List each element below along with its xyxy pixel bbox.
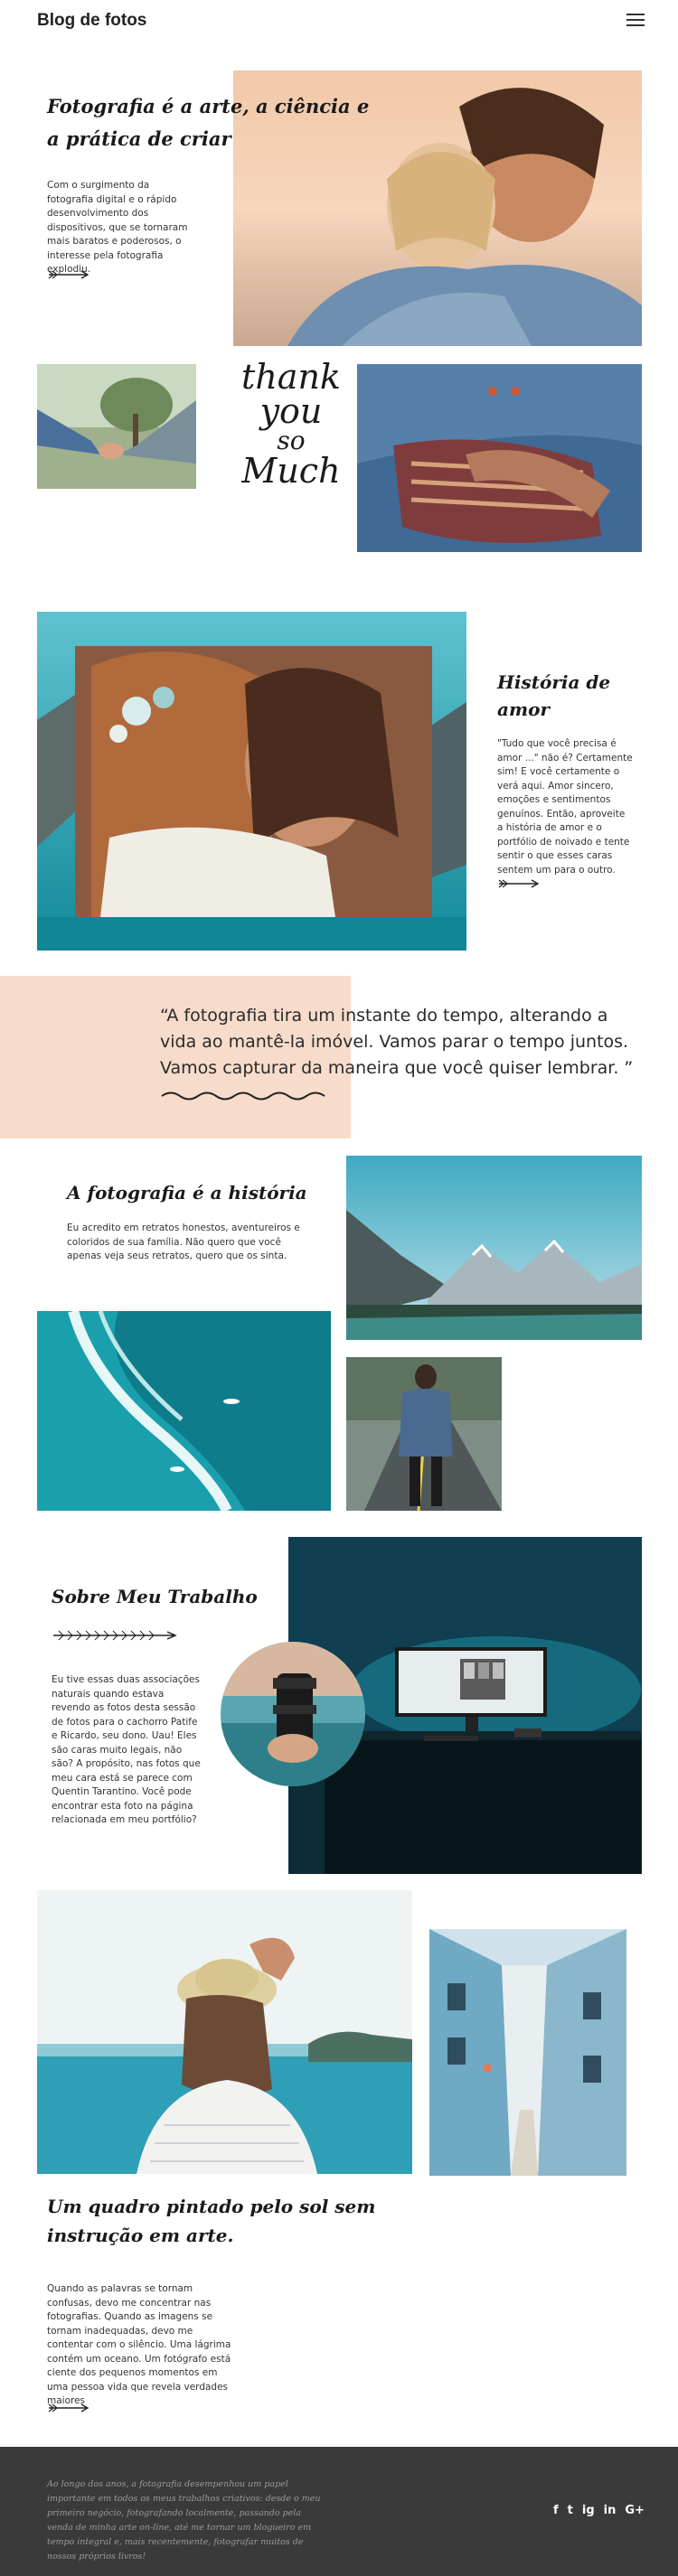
thank-line4: Much [241, 451, 341, 491]
linkedin-icon[interactable]: in [603, 2504, 617, 2517]
love-story-heading [497, 669, 633, 723]
history-text: Eu acredito em retratos honestos, aventureiros e coloridos de sua família. Não quero que você apenas veja seus retratos, quero que os sinta. [67, 1222, 300, 1261]
social-links [553, 2504, 645, 2517]
hero-heading-line2: a prática de criar [47, 127, 231, 150]
site-footer [0, 2447, 678, 2576]
hero-heading-line1: Fotografia é a arte, a ciência e [47, 95, 370, 117]
footer-text: Ao longo dos anos, a fotografia desempenhou um papel importante em todos os meus trabalhos criativos: desde o meu primeiro negócio, fotografando localmente, passando pela venda de minha arte on-line, até me tornar um blogueiro em tempo integral e, mais recentemente, fotografar muitos de nossos próprios livros! [47, 2479, 321, 2562]
hero-heading [47, 90, 391, 155]
facebook-icon[interactable]: f [553, 2504, 559, 2517]
woman-road-photo [346, 1357, 502, 1511]
narrow-street-photo [429, 1929, 626, 2176]
wave-divider-icon [160, 1088, 328, 1104]
love-story-heading-line2: amor [497, 698, 550, 720]
ocean-aerial-photo [37, 1311, 331, 1511]
google-plus-icon[interactable]: G+ [625, 2504, 645, 2517]
work-text: Eu tive essas duas associações naturais quando estava revendo as fotos desta sessão de fotos para o cachorro Patife e Ricardo, seu dono. Uau! Eles são caras muito legais, não são? A propósito, nas fotos que meu cara está se parece com Quentin Tarantino. Você pode encontrar esta foto na página relacionada em meu portfólio? [52, 1674, 201, 1825]
thank-line3: so [277, 426, 306, 455]
site-header [0, 0, 678, 43]
history-heading: A fotografia é a história [67, 1182, 307, 1204]
hero-text: Com o surgimento da fotografia digital e o rápido desenvolvimento dos dispositivos, que se tornaram mais baratos e poderosos, o interesse pela fotografia explodiu. [47, 180, 188, 275]
woman-hat-photo [37, 1890, 412, 2174]
painting-text: Quando as palavras se tornam confusas, devo me concentrar nas fotografias. Quando as imagens se tornam inadequadas, devo me contentar com o silêncio. Uma lágrima contém um oceano. Um fotógrafo está ciente dos pequenos momentos em uma pessoa vida que revela verdades maiores [47, 2283, 231, 2406]
painting-heading-line2: instrução em arte. [47, 2225, 234, 2246]
arrow-right-icon[interactable] [497, 877, 541, 890]
denim-hug-photo [357, 364, 642, 552]
hamburger-menu-icon[interactable] [626, 14, 645, 28]
arrow-right-icon[interactable] [47, 268, 90, 281]
feather-divider-icon [52, 1630, 178, 1641]
work-heading: Sobre Meu Trabalho [52, 1586, 258, 1607]
painting-heading [47, 2192, 427, 2250]
mountain-lake-photo [346, 1156, 642, 1340]
arrow-right-icon[interactable] [47, 2402, 90, 2414]
quote-text: “A fotografia tira um instante do tempo, alterando a vida ao mantê-la imóvel. Vamos parar o tempo juntos. Vamos capturar da maneira que você quiser lembrar. ” [160, 1006, 634, 1078]
twitter-icon[interactable]: t [567, 2504, 573, 2517]
thank-line2: you [259, 391, 323, 431]
instagram-icon[interactable]: ig [581, 2504, 595, 2517]
thank-you-text [237, 357, 345, 491]
thank-line1: thank [241, 357, 341, 397]
love-story-photo [37, 612, 466, 951]
love-story-text: "Tudo que você precisa é amor ..." não é? Certamente sim! E você certamente o verá aqui. Amor sincero, emoções e sentimentos genuínos. Então, aproveite a história de amor e o portfólio de noivado e tente sentir o que esses caras sentem um para o outro. [497, 738, 633, 876]
love-story-heading-line1: História de [497, 671, 611, 693]
holding-hands-photo [37, 364, 196, 489]
painting-heading-line1: Um quadro pintado pelo sol sem [47, 2196, 376, 2217]
lens-circle-photo [221, 1642, 365, 1786]
site-title[interactable]: Blog de fotos [37, 11, 147, 30]
